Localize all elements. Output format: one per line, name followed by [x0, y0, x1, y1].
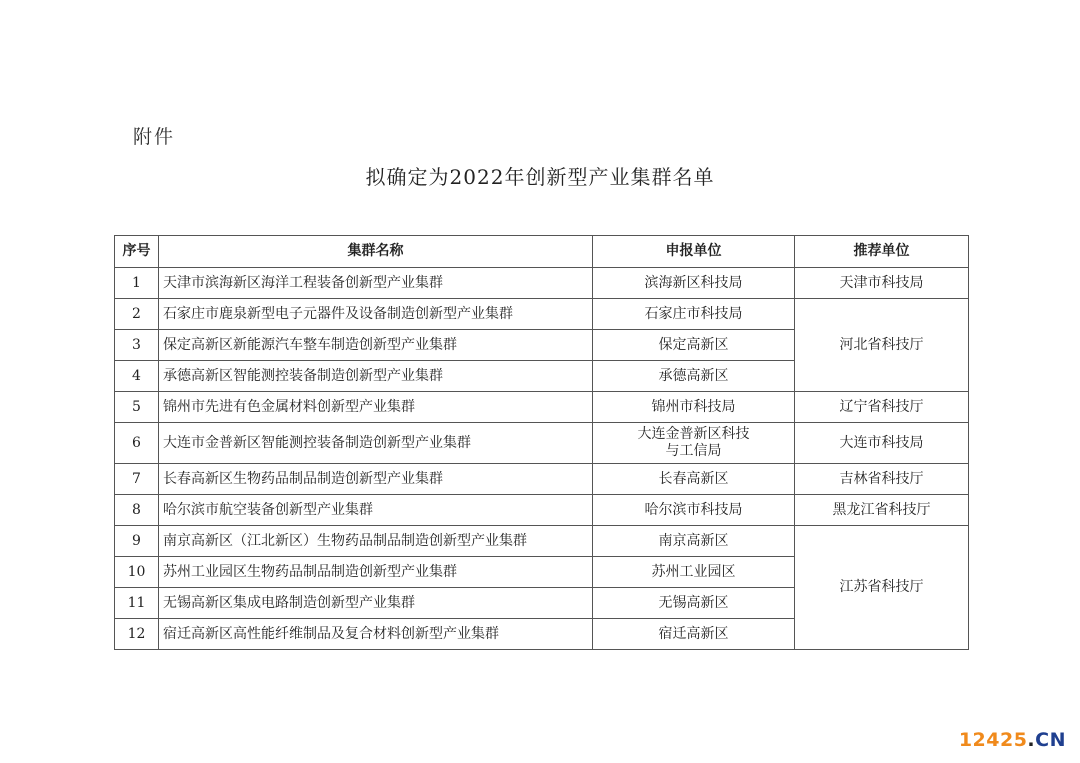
- cluster-name: 锦州市先进有色金属材料创新型产业集群: [159, 392, 593, 423]
- watermark-number: 12425: [958, 729, 1028, 751]
- recommender-unit: 天津市科技局: [795, 268, 969, 299]
- site-watermark: [959, 729, 1066, 751]
- document-title: 拟确定为2022年创新型产业集群名单: [365, 165, 715, 189]
- row-number: 7: [115, 464, 159, 495]
- table-row: [115, 423, 969, 464]
- row-number: 11: [115, 588, 159, 619]
- cluster-name: 宿迁高新区高性能纤维制品及复合材料创新型产业集群: [159, 619, 593, 650]
- cluster-name: 苏州工业园区生物药品制品制造创新型产业集群: [159, 557, 593, 588]
- table-row: [115, 268, 969, 299]
- applicant-unit: 苏州工业园区: [593, 557, 795, 588]
- cluster-name: 天津市滨海新区海洋工程装备创新型产业集群: [159, 268, 593, 299]
- applicant-unit: 保定高新区: [593, 330, 795, 361]
- table-row: [115, 299, 969, 330]
- cluster-name: 无锡高新区集成电路制造创新型产业集群: [159, 588, 593, 619]
- cluster-name: 长春高新区生物药品制品制造创新型产业集群: [159, 464, 593, 495]
- recommender-unit: 黑龙江省科技厅: [795, 495, 969, 526]
- cluster-name: 承德高新区智能测控装备制造创新型产业集群: [159, 361, 593, 392]
- watermark-dot: .: [1027, 729, 1036, 751]
- recommender-unit: 辽宁省科技厅: [795, 392, 969, 423]
- table-row: [115, 526, 969, 557]
- applicant-unit: 滨海新区科技局: [593, 268, 795, 299]
- recommender-unit: 河北省科技厅: [795, 299, 969, 392]
- applicant-unit: 承德高新区: [593, 361, 795, 392]
- row-number: 12: [115, 619, 159, 650]
- row-number: 2: [115, 299, 159, 330]
- table-row: [115, 392, 969, 423]
- row-number: 3: [115, 330, 159, 361]
- cluster-name: 大连市金普新区智能测控装备制造创新型产业集群: [159, 423, 593, 464]
- column-header-no: 序号: [115, 236, 159, 268]
- column-header-applicant: 申报单位: [593, 236, 795, 268]
- applicant-unit-line: 与工信局: [665, 443, 722, 459]
- applicant-unit: 石家庄市科技局: [593, 299, 795, 330]
- row-number: 5: [115, 392, 159, 423]
- row-number: 1: [115, 268, 159, 299]
- applicant-unit: 哈尔滨市科技局: [593, 495, 795, 526]
- row-number: 8: [115, 495, 159, 526]
- column-header-recommender: 推荐单位: [795, 236, 969, 268]
- cluster-name: 保定高新区新能源汽车整车制造创新型产业集群: [159, 330, 593, 361]
- row-number: 4: [115, 361, 159, 392]
- table-header-row: [115, 236, 969, 268]
- applicant-unit: 无锡高新区: [593, 588, 795, 619]
- recommender-unit: 吉林省科技厅: [795, 464, 969, 495]
- row-number: 9: [115, 526, 159, 557]
- table-row: [115, 464, 969, 495]
- cluster-list-table: [114, 235, 969, 650]
- recommender-unit: 大连市科技局: [795, 423, 969, 464]
- table-row: [115, 495, 969, 526]
- row-number: 6: [115, 423, 159, 464]
- attachment-label: 附件: [133, 126, 176, 148]
- applicant-unit: 南京高新区: [593, 526, 795, 557]
- row-number: 10: [115, 557, 159, 588]
- applicant-unit-line: 大连金普新区科技: [637, 426, 750, 442]
- cluster-name: 石家庄市鹿泉新型电子元器件及设备制造创新型产业集群: [159, 299, 593, 330]
- applicant-unit: 宿迁高新区: [593, 619, 795, 650]
- applicant-unit: 锦州市科技局: [593, 392, 795, 423]
- applicant-unit: [593, 423, 795, 464]
- cluster-name: 南京高新区（江北新区）生物药品制品制造创新型产业集群: [159, 526, 593, 557]
- recommender-unit: 江苏省科技厅: [795, 526, 969, 650]
- applicant-unit: 长春高新区: [593, 464, 795, 495]
- watermark-tld: CN: [1035, 729, 1066, 751]
- column-header-name: 集群名称: [159, 236, 593, 268]
- cluster-name: 哈尔滨市航空装备创新型产业集群: [159, 495, 593, 526]
